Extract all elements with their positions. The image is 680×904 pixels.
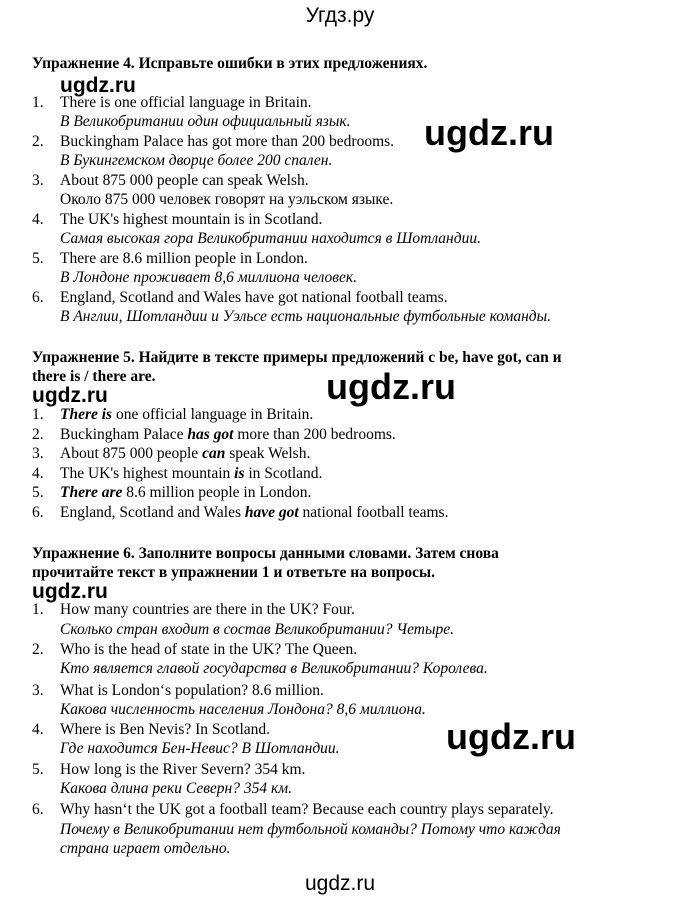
list-item: 6. Why hasn‘t the UK got a football team? Because each country plays separately. xyxy=(32,801,554,818)
list-item: 2. Buckingham Palace has got more than 200 bedrooms. xyxy=(32,133,395,150)
exercise-6-heading: Упражнение 6. Заполните вопросы данными словами. Затем снова прочитайте текст в упражнении 1 и ответьте на вопросы. xyxy=(32,545,499,581)
translation: Самая высокая гора Великобритании находится в Шотландии. xyxy=(60,230,481,247)
exercise-5-heading: Упражнение 5. Найдите в тексте примеры предложений с be, have got, can и there is / there are. xyxy=(32,349,562,385)
translation: В Англии, Шотландии и Уэльсе есть национальные футбольные команды. xyxy=(60,308,552,325)
translation: В Лондоне проживает 8,6 миллиона человек. xyxy=(60,269,358,286)
list-item: 2. Who is the head of state in the UK? The Queen. xyxy=(32,641,358,658)
translation: В Букингемском дворце более 200 спален. xyxy=(60,152,333,169)
list-item: 6. England, Scotland and Wales have got national football teams. xyxy=(32,289,448,306)
list-item: 5. There are 8.6 million people in London. xyxy=(32,250,308,267)
translation: Где находится Бен-Невис? В Шотландии. xyxy=(60,740,340,757)
watermark: ugdz.ru xyxy=(424,112,554,153)
watermark: ugdz.ru xyxy=(32,580,108,603)
list-item: 4. The UK's highest mountain is in Scotland. xyxy=(32,465,323,482)
watermark: ugdz.ru xyxy=(446,716,576,757)
translation: Около 875 000 человек говорят на уэльском языке. xyxy=(60,191,394,208)
list-item: 1. There is one official language in Britain. xyxy=(32,406,314,423)
list-item: 1. How many countries are there in the UK? Four. xyxy=(32,601,355,618)
list-item: 6. England, Scotland and Wales have got national football teams. xyxy=(32,504,449,521)
list-item: 1. There is one official language in Britain. xyxy=(32,94,312,111)
translation: В Великобритании один официальный язык. xyxy=(60,113,351,130)
list-item: 4. Where is Ben Nevis? In Scotland. xyxy=(32,721,271,738)
translation: Сколько стран входит в состав Великобритании? Четыре. xyxy=(60,621,454,638)
list-item: 4. The UK's highest mountain is in Scotland. xyxy=(32,211,323,228)
list-item: 5. How long is the River Severn? 354 km. xyxy=(32,761,306,778)
translation: страна играет отдельно. xyxy=(60,840,231,857)
site-title: Угдз.ру xyxy=(305,4,375,27)
translation: Почему в Великобритании нет футбольной команды? Потому что каждая xyxy=(60,821,561,838)
list-item: 3. About 875 000 people can speak Welsh. xyxy=(32,445,311,462)
watermark: ugdz.ru xyxy=(32,384,108,407)
watermark: ugdz.ru xyxy=(326,366,456,407)
translation: Какова длина реки Северн? 354 км. xyxy=(60,780,293,797)
translation: Какова численность населения Лондона? 8,6 миллиона. xyxy=(60,701,426,718)
exercise-4-heading: Упражнение 4. Исправьте ошибки в этих предложениях. xyxy=(32,55,428,72)
list-item: 2. Buckingham Palace has got more than 200 bedrooms. xyxy=(32,426,396,443)
watermark: ugdz.ru xyxy=(60,74,136,97)
translation: Кто является главой государства в Великобритании? Королева. xyxy=(60,660,488,677)
list-item: 3. About 875 000 people can speak Welsh. xyxy=(32,172,309,189)
list-item: 5. There are 8.6 million people in London. xyxy=(32,484,312,501)
list-item: 3. What is London‘s population? 8.6 million. xyxy=(32,682,324,699)
footer-watermark: ugdz.ru xyxy=(304,872,376,895)
